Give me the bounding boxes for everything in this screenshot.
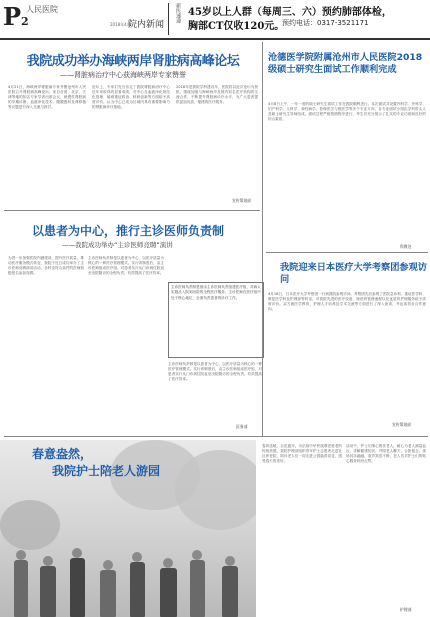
- article4-headline: 以患者为中心，推行主诊医师负责制: [32, 224, 225, 238]
- article4-subhead: ——我院成功举办“主诊医师竞聘”演讲: [62, 241, 173, 249]
- article4-byline: 医务部: [236, 424, 248, 429]
- ad-phone: 预约电话：0317-3521171: [282, 19, 369, 27]
- article5-col1: 春风送暖，百花盛开。为弘扬中华民族尊老爱老的传统美德，我院护理部组织青年护士志愿者走进社区养老院，陪伴老人们一同走进公园踏青赏花，感受春天的美好。: [262, 444, 342, 463]
- article1-subhead: ——肾脏病治疗中心获海峡两岸专家赞誉: [60, 71, 186, 79]
- article4-sidebar-box: 主诊医师负责制是指由主诊医师负责组建医疗组，对病人实施从入院到出院的全程医疗服务，主诊医师在医疗组中处于核心地位，全面负责患者的诊疗工作。: [168, 282, 264, 358]
- page-number-digit: 2: [21, 15, 29, 28]
- article4-col2: 主诊医师负责制是以患者为中心、以医疗质量为核心的一种医疗管理模式。实行该制度后，由主诊医师组成医疗组，对患者实行从门诊到住院直至出院随访的全程负责，有效提高了医疗效率。: [88, 256, 164, 275]
- article1-headline: 我院成功举办海峡两岸肾脏病高峰论坛: [26, 54, 240, 69]
- masthead-divider: [168, 3, 169, 35]
- ad-line-2: 胸部CT仅收120元。: [188, 21, 285, 32]
- article5-headline-line1: 春意盎然，: [32, 447, 93, 461]
- article1-col2: 论坛上，专家们充分肯定了我院肾脏病治疗中心近年来取得的显著成绩，对中心在血液净化规范化管理、疑难重症救治、科研创新等方面给予高度评价，认为中心已成为区域内具有重要影响力的肾脏病诊疗基地。: [92, 85, 170, 109]
- issue-date: 2018年4月: [110, 22, 131, 27]
- column-divider: [262, 42, 263, 436]
- vertical-tag: 新医速递: [175, 3, 181, 23]
- section-name: 院内新闻: [128, 20, 165, 30]
- page-number-letter: P: [3, 2, 22, 31]
- article1-col3: 2018年是我院学科建设年，医院将以此次论坛为契机，继续加强与海峡两岸及国内知名医疗机构的交流合作，不断提升肾脏病诊疗水平，为广大患者提供更加优质、便捷的医疗服务。: [176, 85, 258, 104]
- article2-byline: 科教处: [400, 244, 412, 249]
- article3-headline: 我院迎来日本医疗大学考察团参观访问: [280, 262, 427, 285]
- article1-col1: 4月21日，海峡两岸肾脏病专家齐聚沧州市人民医院召开肾脏病高峰论坛。来自台湾、北京、天津等地的知名专家学者出席会议，就慢性肾脏病的早期诊断、血液净化技术、腹膜透析及肾移植等议题进行深入交流与探讨。: [8, 85, 86, 109]
- article5-headline-line2: 我院护士陪老人游园: [52, 464, 161, 478]
- ad-line-1: 45岁以上人群（每周三、六）预约肺部体检，: [188, 7, 392, 18]
- page-number: [3, 2, 29, 31]
- article3-byline: 宣传策划部: [392, 422, 411, 427]
- article1-byline: 宣传策划部: [232, 198, 251, 203]
- section-divider-2: [266, 252, 428, 253]
- article4-col3: 主诊医师负责制是以患者为中心、以医疗质量为核心的一种医疗管理模式。实行该制度后，由主诊医师组成医疗组，对患者实行从门诊到住院直至出院随访的全程负责，有效提高了医疗效率。: [168, 362, 262, 381]
- newspaper-name: 人民医院: [26, 5, 58, 14]
- article2-body: 4月8日上午，一年一度的硕士研究生面试工作在我院顺利进行。本次面试共设置内科学、外科学、妇产科学、儿科学、神经病学、影像医学与核医学等多个专业方向，各专业面试小组由学科带头人及硕士研究生导师组成。面试过程严格按照程序进行，考生们充分展示了扎实的专业功底和良好的综合素质。: [268, 102, 426, 121]
- article5-byline: 护理部: [400, 607, 412, 612]
- section-divider-1: [4, 210, 260, 211]
- article2-headline: 沧德医学院附属沧州市人民医院2018级硕士研究生面试工作顺利完成: [268, 52, 423, 75]
- article4-col1: 为进一步加强医院内涵建设，提升医疗质量，推动医疗服务模式转变，我院于近日成功举办了主诊医师竞聘演讲活动，各科室符合条件的医师积极报名参加竞聘。: [8, 256, 84, 275]
- article5-col2: 活动中，护士们细心搀扶老人，耐心为老人测量血压、讲解健康知识，并陪老人聊天、合影留念，现场其乐融融，欢声笑语不断，老人们对护士们的贴心服务纷纷点赞。: [346, 444, 426, 463]
- article3-body: 4月18日，日本医疗大学考察团一行到我院参观访问。考察团先后参观了医院急诊科、重症医学科、康复医学科及护理部等科室，对我院先进的医疗设备、规范的管理流程以及优质的护理服务给予高度评价。双方就医学教育、护理人才培养及学术交流等方面进行了深入座谈，并达成初步合作意向。: [268, 292, 426, 311]
- section-divider-3: [4, 436, 428, 437]
